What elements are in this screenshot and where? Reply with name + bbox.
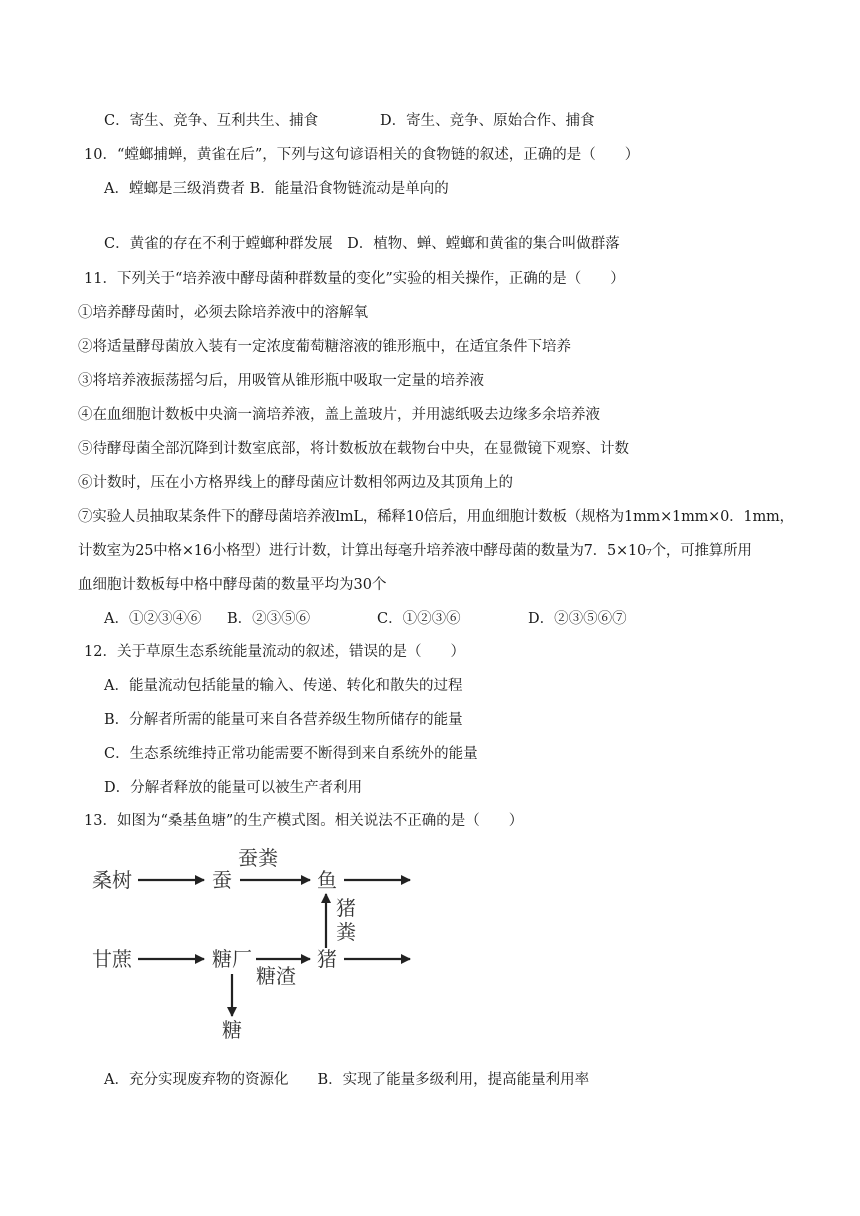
q10-stem: 10．“螳螂捕蝉，黄雀在后”，下列与这句谚语相关的食物链的叙述，正确的是（ ） (84, 147, 640, 163)
sangji-fishpond-diagram (88, 838, 428, 1048)
q9-option-c: C．寄生、竞争、互利共生、捕食 (104, 113, 319, 129)
label-sugar-mill: 糖厂 (212, 947, 252, 971)
q11-item: ⑤待酵母菌全部沉降到计数室底部，将计数板放在载物台中央，在显微镜下观察、计数 (78, 441, 629, 457)
q11-item7-line3: 血细胞计数板每中格中酵母菌的数量平均为30个 (78, 577, 387, 593)
q10-options-cd: C．黄雀的存在不利于螳螂种群发展 D．植物、蝉、螳螂和黄雀的集合叫做群落 (104, 236, 620, 252)
q11-item: ④在血细胞计数板中央滴一滴培养液，盖上盖玻片，并用滤纸吸去边缘多余培养液 (78, 407, 600, 423)
q12-option-a: A．能量流动包括能量的输入、传递、转化和散失的过程 (104, 678, 463, 694)
q11-option-a: A．①②③④⑥ (104, 611, 202, 627)
q11-item: ①培养酵母菌时，必须去除培养液中的溶解氧 (78, 305, 368, 321)
q12-option-d: D．分解者释放的能量可以被生产者利用 (104, 780, 363, 796)
q13-stem: 13．如图为“桑基鱼塘”的生产模式图。相关说法不正确的是（ ） (84, 813, 524, 829)
label-sugarcane: 甘蔗 (92, 947, 132, 971)
label-pig-dung: 猪粪 (336, 896, 356, 944)
q11-stem: 11．下列关于“培养液中酵母菌种群数量的变化”实验的相关操作，正确的是（ ） (84, 271, 625, 287)
label-bagasse: 糖渣 (256, 964, 296, 988)
label-sugar: 糖 (222, 1018, 242, 1042)
q12-option-c: C．生态系统维持正常功能需要不断得到来自系统外的能量 (104, 746, 478, 762)
label-mulberry: 桑树 (92, 868, 132, 892)
q11-item7-line2: 计数室为25中格×16小格型）进行计数，计算出每毫升培养液中酵母菌的数量为7．5×10₇个，可推算所用 (78, 543, 752, 559)
q10-options-ab: A．螳螂是三级消费者 B．能量沿食物链流动是单向的 (104, 181, 449, 197)
q11-item7-line1: ⑦实验人员抽取某条件下的酵母菌培养液lmL，稀释10倍后，用血细胞计数板（规格为1mm×1mm×0．1mm， (78, 509, 794, 525)
q12-option-b: B．分解者所需的能量可来自各营养级生物所储存的能量 (104, 712, 463, 728)
q11-item: ③将培养液振荡摇匀后，用吸管从锥形瓶中吸取一定量的培养液 (78, 373, 484, 389)
q11-item: ⑥计数时，压在小方格界线上的酵母菌应计数相邻两边及其顶角上的 (78, 475, 513, 491)
label-silkworm: 蚕 (212, 868, 232, 892)
q11-option-d: D．②③⑤⑥⑦ (528, 611, 627, 627)
label-silkworm-dung: 蚕粪 (238, 846, 278, 870)
q11-option-c: C．①②③⑥ (377, 611, 461, 627)
q9-option-d: D．寄生、竞争、原始合作、捕食 (380, 113, 595, 129)
q13-options-ab: A．充分实现废弃物的资源化 B．实现了能量多级利用，提高能量利用率 (104, 1072, 590, 1088)
q12-stem: 12．关于草原生态系统能量流动的叙述，错误的是（ ） (84, 644, 465, 660)
label-fish: 鱼 (317, 868, 337, 892)
q11-item: ②将适量酵母菌放入装有一定浓度葡萄糖溶液的锥形瓶中，在适宜条件下培养 (78, 339, 571, 355)
label-pig: 猪 (317, 947, 337, 971)
q11-option-b: B．②③⑤⑥ (227, 611, 311, 627)
